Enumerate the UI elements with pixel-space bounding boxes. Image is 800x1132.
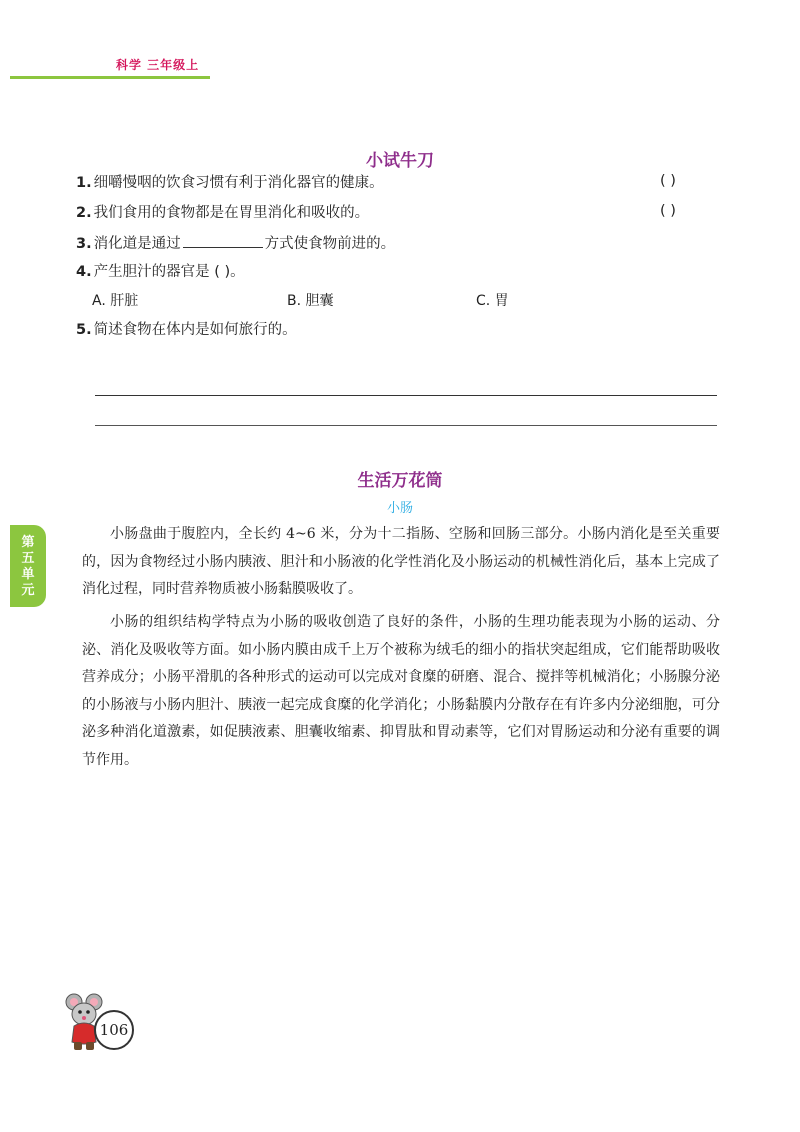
answer-line[interactable] [95, 395, 717, 396]
option-c[interactable]: C. 胃 [476, 293, 509, 309]
question-2 [76, 203, 369, 223]
section-subtitle: 小肠 [386, 501, 413, 516]
question-text: 产生胆汁的器官是 ( )。 [93, 264, 245, 280]
question-text: 细嚼慢咽的饮食习惯有利于消化器官的健康。 [93, 175, 384, 191]
question-number: 5. [76, 322, 92, 338]
question-text-before: 消化道是通过 [93, 236, 181, 252]
question-number: 3. [76, 236, 92, 252]
header-title: 科学 三年级上 [116, 58, 200, 72]
question-number: 4. [76, 264, 92, 280]
section-title-life: 生活万花筒 [357, 471, 443, 491]
question-number: 1. [76, 175, 92, 191]
question-text: 简述食物在体内是如何旅行的。 [93, 322, 297, 338]
option-a[interactable]: A. 肝脏 [92, 293, 139, 309]
section-title-practice: 小试牛刀 [366, 151, 434, 171]
answer-paren-2[interactable]: ( ) [660, 203, 676, 219]
paragraph: 小肠的组织结构学特点为小肠的吸收创造了良好的条件，小肠的生理功能表现为小肠的运动、分泌、消化及吸收等方面。如小肠内膜由成千上万个被称为绒毛的细小的指状突起组成，它们能帮助吸收营养成分；小肠平滑肌的各种形式的运动可以完成对食糜的研磨、混合、搅拌等机械消化；小肠腺分泌的小肠液与小肠内胆汁、胰液一起完成食糜的化学消化；小肠黏膜内分散存在有许多内分泌细胞，可分泌多种消化道激素，如促胰液素、胆囊收缩素、抑胃肽和胃动素等，它们对胃肠运动和分泌有重要的调节作用。 [82, 614, 720, 768]
question-5 [76, 320, 297, 340]
unit-side-tab [10, 525, 46, 607]
unit-label: 第五单元 [21, 535, 35, 598]
fill-blank[interactable] [183, 233, 263, 248]
question-text: 我们食用的食物都是在胃里消化和吸收的。 [93, 205, 370, 221]
question-1 [76, 173, 384, 193]
header-divider [10, 76, 210, 79]
answer-line[interactable] [95, 425, 717, 426]
question-number: 2. [76, 205, 92, 221]
question-3 [76, 233, 395, 254]
question-text-after: 方式使食物前进的。 [264, 236, 396, 252]
page-number: 106 [94, 1010, 134, 1050]
option-b[interactable]: B. 胆囊 [287, 293, 334, 309]
paragraph: 小肠盘曲于腹腔内，全长约 4~6 米，分为十二指肠、空肠和回肠三部分。小肠内消化是至关重要的，因为食物经过小肠内胰液、胆汁和小肠液的化学性消化及小肠运动的机械性消化后，基本上完成了消化过程，同时营养物质被小肠黏膜吸收了。 [82, 526, 720, 597]
question-4 [76, 262, 245, 282]
answer-paren-1[interactable]: ( ) [660, 173, 676, 189]
